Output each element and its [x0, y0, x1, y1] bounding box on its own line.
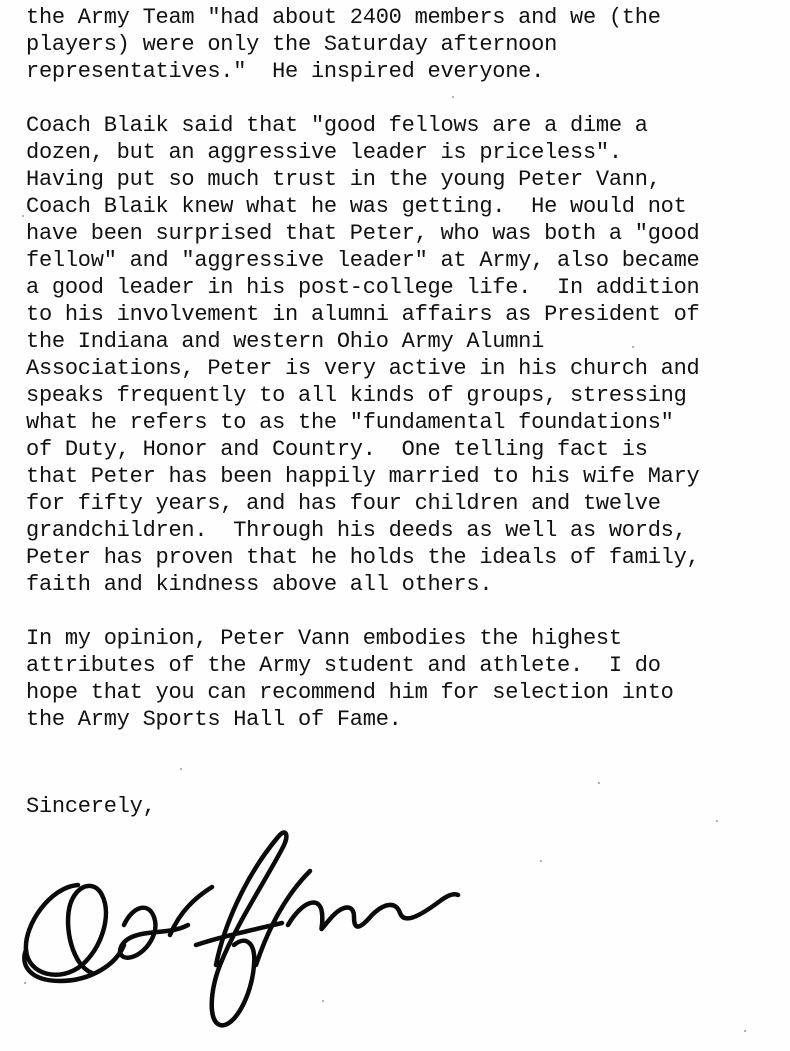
scan-speck [180, 768, 182, 770]
closing-salutation: Sincerely, [26, 794, 156, 819]
paragraph-1-line-1: the Army Team "had about 2400 members and we (the [26, 5, 661, 30]
paragraph-1-line-3: representatives." He inspired everyone. [26, 59, 545, 84]
handwritten-signature [20, 815, 470, 1045]
scan-speck [22, 215, 24, 217]
paragraph-2-line-17: Peter has proven that he holds the ideals of family, [26, 545, 700, 570]
paragraph-2-line-9: the Indiana and western Ohio Army Alumni [26, 329, 545, 354]
paragraph-2-line-3: Having put so much trust in the young Peter Vann, [26, 167, 661, 192]
scan-speck [24, 982, 26, 984]
scan-speck [716, 820, 718, 822]
paragraph-2-line-14: that Peter has been happily married to his wife Mary [26, 464, 700, 489]
paragraph-2-line-5: have been surprised that Peter, who was both a "good [26, 221, 700, 246]
paragraph-2-line-13: of Duty, Honor and Country. One telling fact is [26, 437, 648, 462]
scan-speck [540, 860, 542, 862]
scan-speck [598, 782, 600, 784]
paragraph-3-line-4: the Army Sports Hall of Fame. [26, 707, 402, 732]
scan-speck [322, 1000, 324, 1002]
scan-speck [632, 346, 634, 348]
paragraph-2-line-2: dozen, but an aggressive leader is priceless". [26, 140, 622, 165]
paragraph-2-line-16: grandchildren. Through his deeds as well as words, [26, 518, 687, 543]
paragraph-2-line-11: speaks frequently to all kinds of groups, stressing [26, 383, 687, 408]
paragraph-2-line-4: Coach Blaik knew what he was getting. He would not [26, 194, 687, 219]
paragraph-2-line-10: Associations, Peter is very active in his church and [26, 356, 700, 381]
paragraph-2-line-8: to his involvement in alumni affairs as President of [26, 302, 700, 327]
paragraph-2-line-15: for fifty years, and has four children and twelve [26, 491, 661, 516]
paragraph-1-line-2: players) were only the Saturday afternoon [26, 32, 558, 57]
paragraph-3-line-3: hope that you can recommend him for selection into [26, 680, 674, 705]
paragraph-2-line-18: faith and kindness above all others. [26, 572, 493, 597]
paragraph-2-line-12: what he refers to as the "fundamental foundations" [26, 410, 674, 435]
paragraph-2-line-7: a good leader in his post-college life. In addition [26, 275, 700, 300]
scan-speck [744, 1030, 746, 1032]
paragraph-2-line-1: Coach Blaik said that "good fellows are a dime a [26, 113, 648, 138]
scan-speck [452, 96, 454, 98]
paragraph-2-line-6: fellow" and "aggressive leader" at Army, also became [26, 248, 700, 273]
paragraph-3-line-1: In my opinion, Peter Vann embodies the highest [26, 626, 622, 651]
paragraph-3-line-2: attributes of the Army student and athlete. I do [26, 653, 661, 678]
